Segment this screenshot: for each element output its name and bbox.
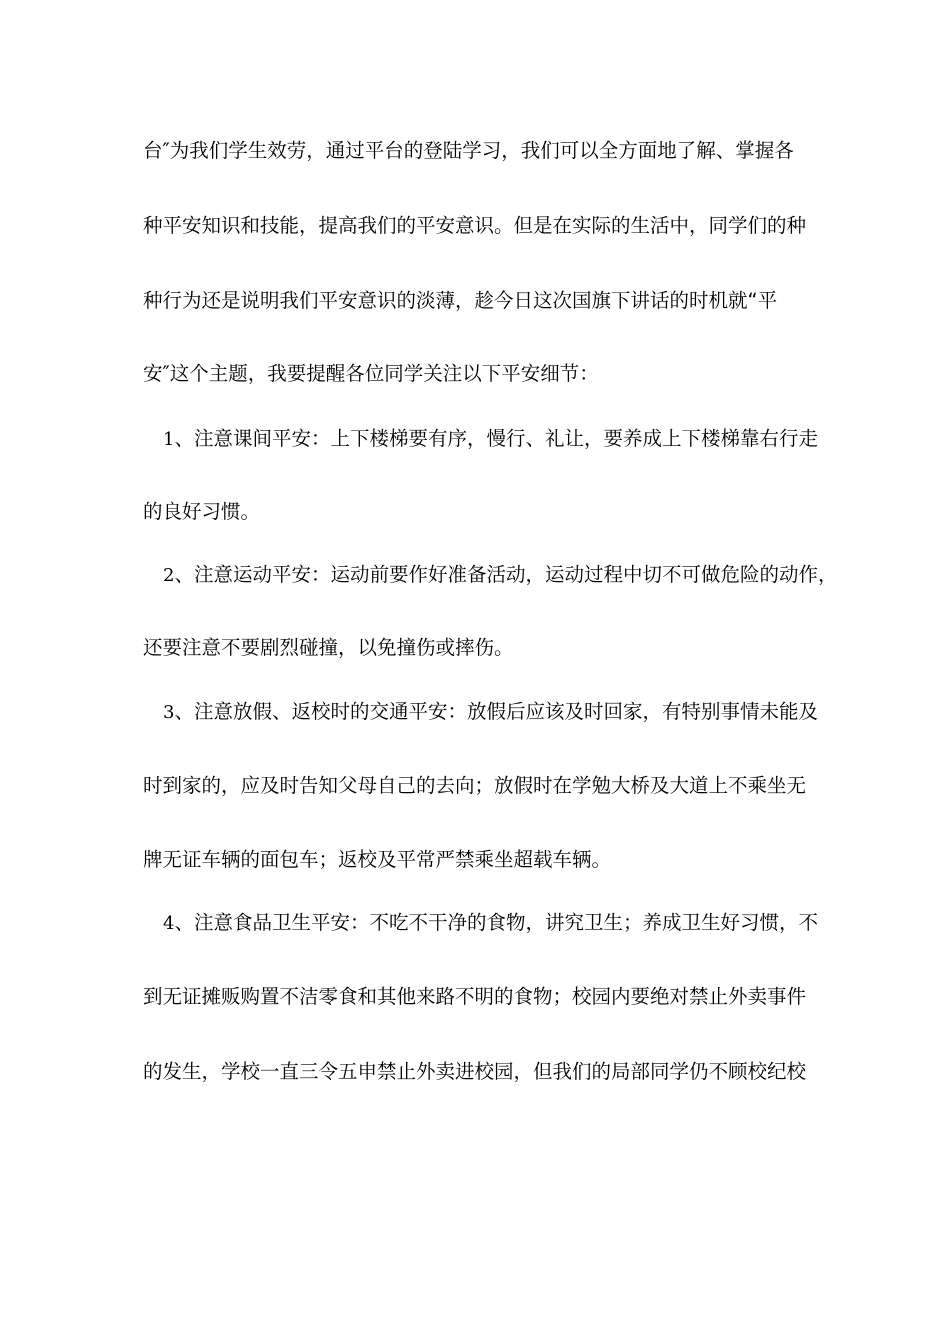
text-line: 种行为还是说明我们平安意识的淡薄，趁今日这次国旗下讲话的时机就“平 <box>143 289 778 312</box>
list-item-1 <box>163 424 818 454</box>
text-line: 台″为我们学生效劳，通过平台的登陆学习，我们可以全方面地了解、掌握各 <box>143 139 794 162</box>
list-item-text: 、注意课间平安：上下楼梯要有序，慢行、礼让，要养成上下楼梯靠右行走 <box>174 427 818 450</box>
list-item-3 <box>163 697 818 727</box>
text-line: 还要注意不要剧烈碰撞，以免撞伤或摔伤。 <box>143 636 514 659</box>
text-line: 安″这个主题，我要提醒各位同学关注以下平安细节： <box>143 362 599 385</box>
list-item-text: 、注意食品卫生平安：不吃不干净的食物，讲究卫生；养成卫生好习惯，不 <box>174 911 818 934</box>
list-item-4 <box>163 908 818 938</box>
list-item-number: 1 <box>163 429 175 450</box>
list-item-number: 3 <box>163 702 175 723</box>
text-line: 牌无证车辆的面包车；返校及平常严禁乘坐超载车辆。 <box>143 848 612 871</box>
text-line: 种平安知识和技能，提高我们的平安意识。但是在实际的生活中，同学们的种 <box>143 214 807 237</box>
list-item-text: 、注意运动平安：运动前要作好准备活动，运动过程中切不可做危险的动作， <box>174 563 838 586</box>
text-line: 时到家的，应及时告知父母自己的去向；放假时在学勉大桥及大道上不乘坐无 <box>143 774 807 797</box>
text-line: 到无证摊贩购置不洁零食和其他来路不明的食物；校园内要绝对禁止外卖事件 <box>143 985 807 1008</box>
text-line: 的良好习惯。 <box>143 500 261 523</box>
text-line: 的发生，学校一直三令五申禁止外卖进校园，但我们的局部同学仍不顾校纪校 <box>143 1060 807 1083</box>
list-item-number: 2 <box>163 565 175 586</box>
list-item-text: 、注意放假、返校时的交通平安：放假后应该及时回家，有特别事情未能及 <box>174 700 818 723</box>
list-item-number: 4 <box>163 913 175 934</box>
list-item-2 <box>163 560 837 590</box>
